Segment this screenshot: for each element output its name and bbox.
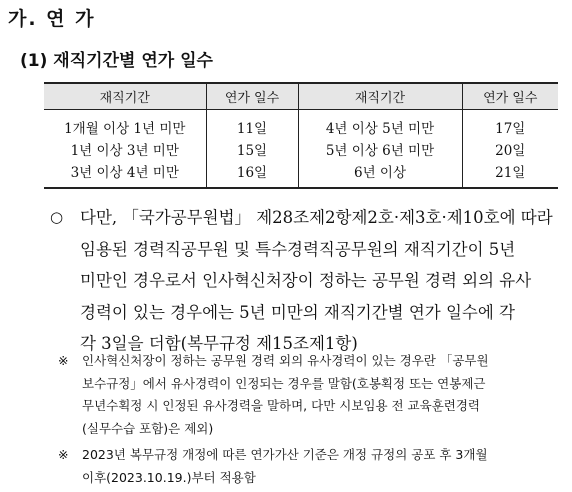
service-period-cell: 6년 이상 xyxy=(298,160,462,188)
table-header-row xyxy=(44,83,558,110)
subsection-heading: (1) 재직기간별 연가 일수 xyxy=(20,51,213,71)
leave-days-cell: 20일 xyxy=(462,138,558,160)
header-leave-days-2: 연가 일수 xyxy=(462,83,558,110)
paragraph-line: 경력이 있는 경우에는 5년 미만의 재직기간별 연가 일수에 각 xyxy=(80,302,515,322)
table-row xyxy=(44,160,558,188)
service-period-cell: 1년 이상 3년 미만 xyxy=(70,143,179,159)
leave-days-cell: 21일 xyxy=(462,160,558,188)
leave-days-cell: 11일 xyxy=(206,110,298,139)
note-line: (실무수습 포함)은 제외) xyxy=(82,420,214,436)
service-period-cell: 5년 이상 6년 미만 xyxy=(298,138,462,160)
circle-bullet-icon: ○ xyxy=(50,208,64,226)
service-period-cell: 1개월 이상 1년 미만 xyxy=(64,121,186,137)
paragraph-line: 다만, 「국가공무원법」 제28조제2항제2호·제3호·제10호에 따라 xyxy=(80,208,553,227)
reference-mark-icon: ※ xyxy=(58,447,69,462)
leave-days-cell: 17일 xyxy=(462,110,558,139)
leave-days-table xyxy=(44,82,558,189)
section-heading: 가. 연 가 xyxy=(8,8,96,30)
reference-mark-icon: ※ xyxy=(58,353,69,368)
note-body xyxy=(82,350,489,440)
leave-days-cell: 15일 xyxy=(206,138,298,160)
note-line: 보수규정」에서 유사경력이 인정되는 경우를 말함(호봉획정 또는 연봉제근 xyxy=(82,375,486,391)
paragraph-line: 임용된 경력직공무원 및 특수경력직공무원의 재직기간이 5년 xyxy=(80,239,516,259)
note-line: 2023년 복무규정 개정에 따른 연가가산 기준은 개정 규정의 공포 후 3개월 xyxy=(82,447,488,462)
service-period-cell: 4년 이상 5년 미만 xyxy=(298,110,462,139)
table-row xyxy=(44,110,558,139)
note-line: 이후(2023.10.19.)부터 적용함 xyxy=(82,469,256,485)
service-period-cell: 3년 이상 4년 미만 xyxy=(44,160,206,188)
note-body xyxy=(82,444,488,489)
note-line: 무년수획정 시 인정된 유사경력을 말하며, 다만 시보임용 전 교육훈련경력 xyxy=(82,398,481,413)
table-row xyxy=(44,138,558,160)
paragraph-line: 미만인 경우로서 인사혁신처장이 정하는 공무원 경력 외의 유사 xyxy=(80,271,532,290)
paragraph-line: 각 3일을 더함(복무규정 제15조제1항) xyxy=(80,334,358,353)
paragraph-body xyxy=(80,202,553,360)
note-line: 인사혁신처장이 정하는 공무원 경력 외의 유사경력이 있는 경우란 「공무원 xyxy=(82,353,489,368)
header-leave-days-1: 연가 일수 xyxy=(206,83,298,110)
leave-days-cell: 16일 xyxy=(206,160,298,188)
header-service-period-2: 재직기간 xyxy=(298,83,462,110)
header-service-period-1: 재직기간 xyxy=(44,83,206,110)
